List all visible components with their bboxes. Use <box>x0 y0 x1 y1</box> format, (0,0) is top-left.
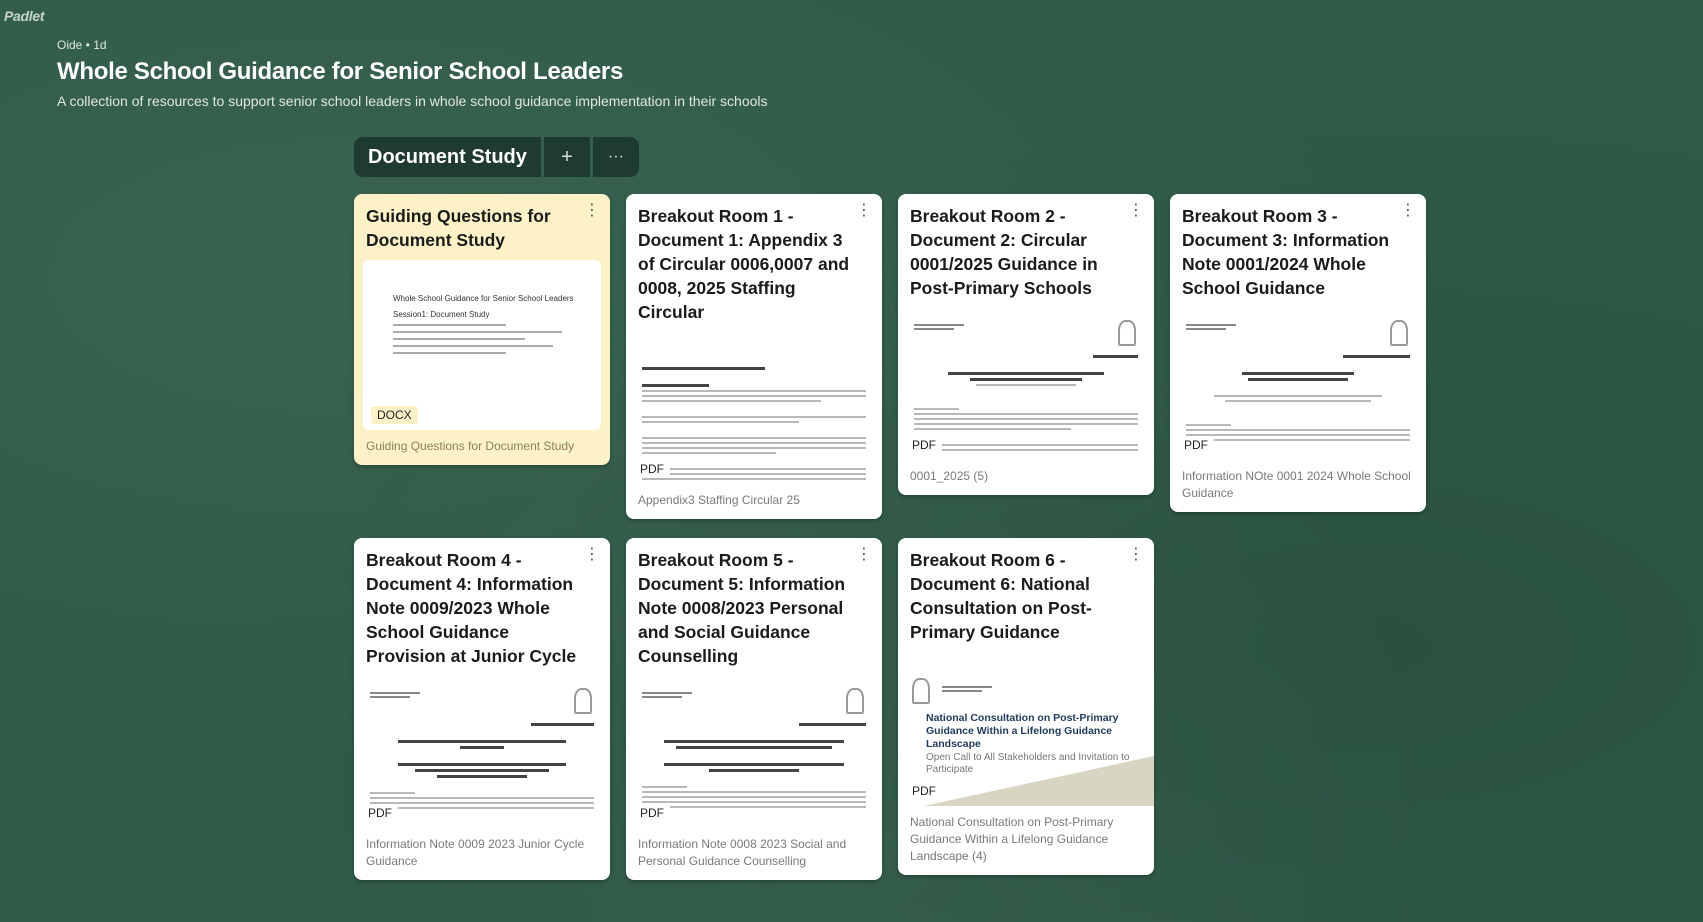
post-title: Breakout Room 4 - Document 4: Information Note 0009/2023 Whole School Guidance Provision at Junior Cycle <box>366 550 577 666</box>
post-menu-icon[interactable]: ⋮ <box>1128 202 1144 219</box>
section-title[interactable]: Document Study <box>354 137 541 177</box>
post-menu-icon[interactable]: ⋮ <box>856 546 872 563</box>
padlet-logo[interactable]: Padlet <box>4 8 45 24</box>
board-subtitle: A collection of resources to support senior school leaders in whole school guidance implementation in their schools <box>57 93 768 109</box>
post-menu-icon[interactable]: ⋮ <box>584 546 600 563</box>
file-type-badge: PDF <box>906 436 942 454</box>
attachment-preview[interactable] <box>898 656 1154 806</box>
file-type-badge: PDF <box>634 460 670 478</box>
attachment-preview[interactable] <box>626 334 882 484</box>
file-type-badge: PDF <box>634 804 670 822</box>
docx-preview-content <box>393 294 581 359</box>
attachment-preview[interactable] <box>354 678 610 828</box>
file-type-badge: DOCX <box>371 406 418 424</box>
attachment-caption: Guiding Questions for Document Study <box>366 439 575 453</box>
board-title: Whole School Guidance for Senior School Leaders <box>57 58 623 85</box>
cover-decoration <box>924 756 1154 806</box>
cover-subheading: Open Call to All Stakeholders and Invitation to Participate <box>926 752 1130 775</box>
document-preview-lines <box>370 720 594 812</box>
attachment-caption: Information Note 0009 2023 Junior Cycle Guidance <box>366 837 585 868</box>
attachment-preview[interactable] <box>626 678 882 828</box>
post-title: Breakout Room 2 - Document 2: Circular 0001/2025 Guidance in Post-Primary Schools <box>910 206 1098 298</box>
post-menu-icon[interactable]: ⋮ <box>856 202 872 219</box>
post-card-guiding-questions[interactable] <box>354 194 610 465</box>
file-type-badge: PDF <box>362 804 398 822</box>
attachment-preview[interactable] <box>898 310 1154 460</box>
post-title: Breakout Room 6 - Document 6: National Consultation on Post-Primary Guidance <box>910 550 1092 642</box>
harp-icon <box>574 688 592 714</box>
document-preview-lines <box>642 364 866 483</box>
post-card-breakout-room-2[interactable] <box>898 194 1154 495</box>
post-title: Breakout Room 1 - Document 1: Appendix 3 of Circular 0006,0007 and 0008, 2025 Staffing Circular <box>638 206 850 322</box>
attachment-caption: Appendix3 Staffing Circular 25 <box>638 493 800 507</box>
harp-icon <box>1118 320 1136 346</box>
harp-icon <box>912 678 930 704</box>
file-type-badge: PDF <box>906 782 942 800</box>
department-crest <box>1186 322 1236 332</box>
document-preview-lines <box>914 352 1138 454</box>
docx-preview-session: Session1: Document Study <box>393 310 490 319</box>
document-preview-lines <box>642 720 866 811</box>
harp-icon <box>1390 320 1408 346</box>
attachment-preview[interactable] <box>1170 310 1426 460</box>
attachment-caption: National Consultation on Post-Primary Guidance Within a Lifelong Guidance Landscape (4) <box>910 815 1114 863</box>
department-crest <box>370 690 420 700</box>
board-header <box>57 38 768 109</box>
post-card-breakout-room-4[interactable] <box>354 538 610 880</box>
section-more-button[interactable]: ··· <box>593 137 639 177</box>
cover-heading: National Consultation on Post-Primary Guidance Within a Lifelong Guidance Landscape <box>926 712 1119 750</box>
document-preview-lines <box>1186 352 1410 444</box>
file-type-badge: PDF <box>1178 436 1214 454</box>
post-card-breakout-room-5[interactable] <box>626 538 882 880</box>
attachment-caption: Information NOte 0001 2024 Whole School Guidance <box>1182 469 1411 500</box>
department-crest <box>942 684 992 694</box>
harp-icon <box>846 688 864 714</box>
attachment-preview[interactable] <box>363 260 601 430</box>
docx-preview-title: Whole School Guidance for Senior School Leaders <box>393 294 574 303</box>
post-menu-icon[interactable]: ⋮ <box>1400 202 1416 219</box>
post-title: Guiding Questions for Document Study <box>366 206 551 250</box>
post-menu-icon[interactable]: ⋮ <box>1128 546 1144 563</box>
post-card-breakout-room-1[interactable] <box>626 194 882 519</box>
department-crest <box>642 690 692 700</box>
attachment-caption: Information Note 0008 2023 Social and Personal Guidance Counselling <box>638 837 847 868</box>
section-header <box>354 137 639 177</box>
post-card-breakout-room-6[interactable] <box>898 538 1154 875</box>
post-menu-icon[interactable]: ⋮ <box>584 202 600 219</box>
department-crest <box>914 322 964 332</box>
add-post-button[interactable]: + <box>544 137 590 177</box>
post-title: Breakout Room 3 - Document 3: Information Note 0001/2024 Whole School Guidance <box>1182 206 1390 298</box>
board-meta: Oide • 1d <box>57 38 107 52</box>
post-title: Breakout Room 5 - Document 5: Information Note 0008/2023 Personal and Social Guidance Counselling <box>638 550 846 666</box>
attachment-caption: 0001_2025 (5) <box>910 469 989 483</box>
post-card-breakout-room-3[interactable] <box>1170 194 1426 512</box>
